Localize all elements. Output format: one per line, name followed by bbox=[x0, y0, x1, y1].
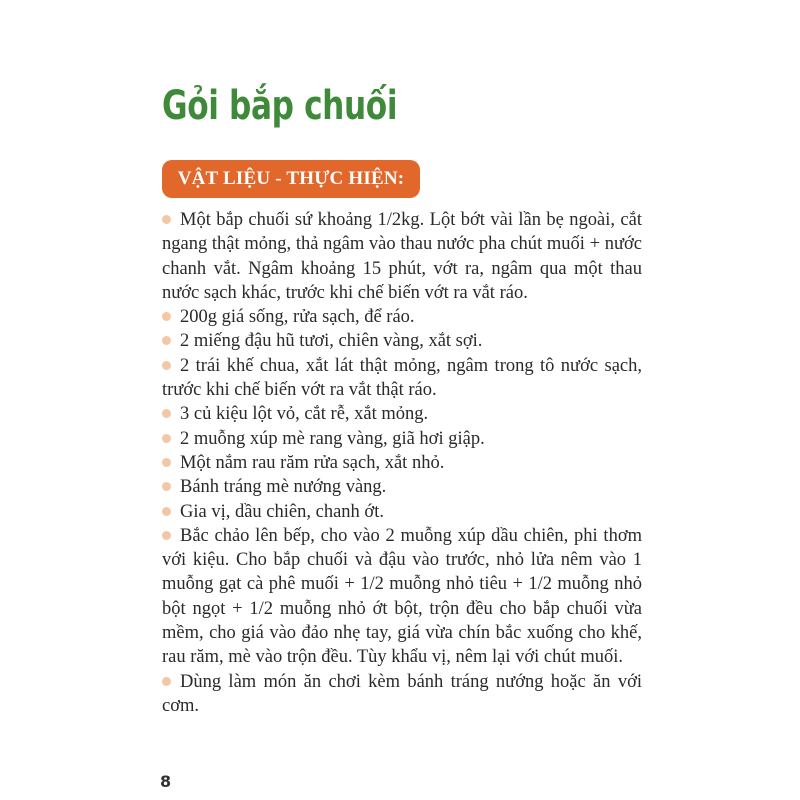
list-item-text: 2 trái khế chua, xắt lát thật mỏng, ngâm trong tô nước sạch, trước khi chế biến vớt ra vắt thật ráo. bbox=[162, 355, 642, 401]
list-item-text: Bánh tráng mè nướng vàng. bbox=[180, 477, 387, 498]
list-item-text: 3 củ kiệu lột vỏ, cắt rễ, xắt mỏng. bbox=[180, 404, 429, 425]
list-item bbox=[162, 305, 642, 329]
recipe-title: Gỏi bắp chuối bbox=[162, 83, 398, 129]
bullet-dot-icon bbox=[162, 409, 171, 418]
list-item-text: Bắc chảo lên bếp, cho vào 2 muỗng xúp dầu chiên, phi thơm với kiệu. Cho bắp chuối và đậu vào trước, nhỏ lửa nêm vào 1 muỗng gạt cà phê muối + 1/2 muỗng nhỏ tiêu + 1/2 muỗng nhỏ bột ngọt + 1/2 muỗng nhỏ ớt bột, trộn đều cho bắp chuối vừa mềm, cho giá vào đảo nhẹ tay, giá vừa chín bắc xuống cho khế, rau răm, mè vào trộn đều. Tùy khẩu vị, nêm lại với chút muối. bbox=[162, 525, 642, 668]
list-item bbox=[162, 524, 642, 670]
list-item-text: 2 miếng đậu hũ tươi, chiên vàng, xắt sợi. bbox=[180, 331, 483, 352]
list-item bbox=[162, 354, 642, 403]
list-item bbox=[162, 500, 642, 524]
list-item bbox=[162, 427, 642, 451]
bullet-dot-icon bbox=[162, 434, 171, 443]
bullet-dot-icon bbox=[162, 677, 171, 686]
bullet-dot-icon bbox=[162, 507, 171, 516]
list-item bbox=[162, 451, 642, 475]
list-item-text: 200g giá sống, rửa sạch, để ráo. bbox=[180, 307, 415, 328]
bullet-dot-icon bbox=[162, 482, 171, 491]
section-heading: VẬT LIỆU - THỰC HIỆN: bbox=[177, 168, 405, 189]
list-item bbox=[162, 208, 642, 305]
list-item bbox=[162, 329, 642, 353]
bullet-dot-icon bbox=[162, 336, 171, 345]
bullet-dot-icon bbox=[162, 531, 171, 540]
list-item-text: 2 muỗng xúp mè rang vàng, giã hơi giập. bbox=[180, 428, 485, 449]
bullet-dot-icon bbox=[162, 361, 171, 370]
list-item bbox=[162, 670, 642, 719]
recipe-body bbox=[162, 208, 642, 718]
bullet-dot-icon bbox=[162, 312, 171, 321]
list-item bbox=[162, 402, 642, 426]
list-item bbox=[162, 475, 642, 499]
list-item-text: Một nắm rau răm rửa sạch, xắt nhỏ. bbox=[180, 452, 445, 473]
list-item-text: Dùng làm món ăn chơi kèm bánh tráng nướng hoặc ăn với cơm. bbox=[162, 671, 642, 716]
page-number: 8 bbox=[160, 772, 172, 791]
list-item-text: Một bắp chuối sứ khoảng 1/2kg. Lột bớt vài lần bẹ ngoài, cắt ngang thật mỏng, thả ngâm vào thau nước pha chút muối + nước chanh vắt. Ngâm khoảng 15 phút, vớt ra, ngâm qua một thau nước sạch khác, trước khi chế biến vớt ra vắt ráo. bbox=[162, 210, 642, 303]
bullet-dot-icon bbox=[162, 458, 171, 467]
list-item-text: Gia vị, dầu chiên, chanh ớt. bbox=[180, 501, 384, 522]
bullet-dot-icon bbox=[162, 215, 171, 224]
section-heading-badge bbox=[162, 160, 420, 198]
